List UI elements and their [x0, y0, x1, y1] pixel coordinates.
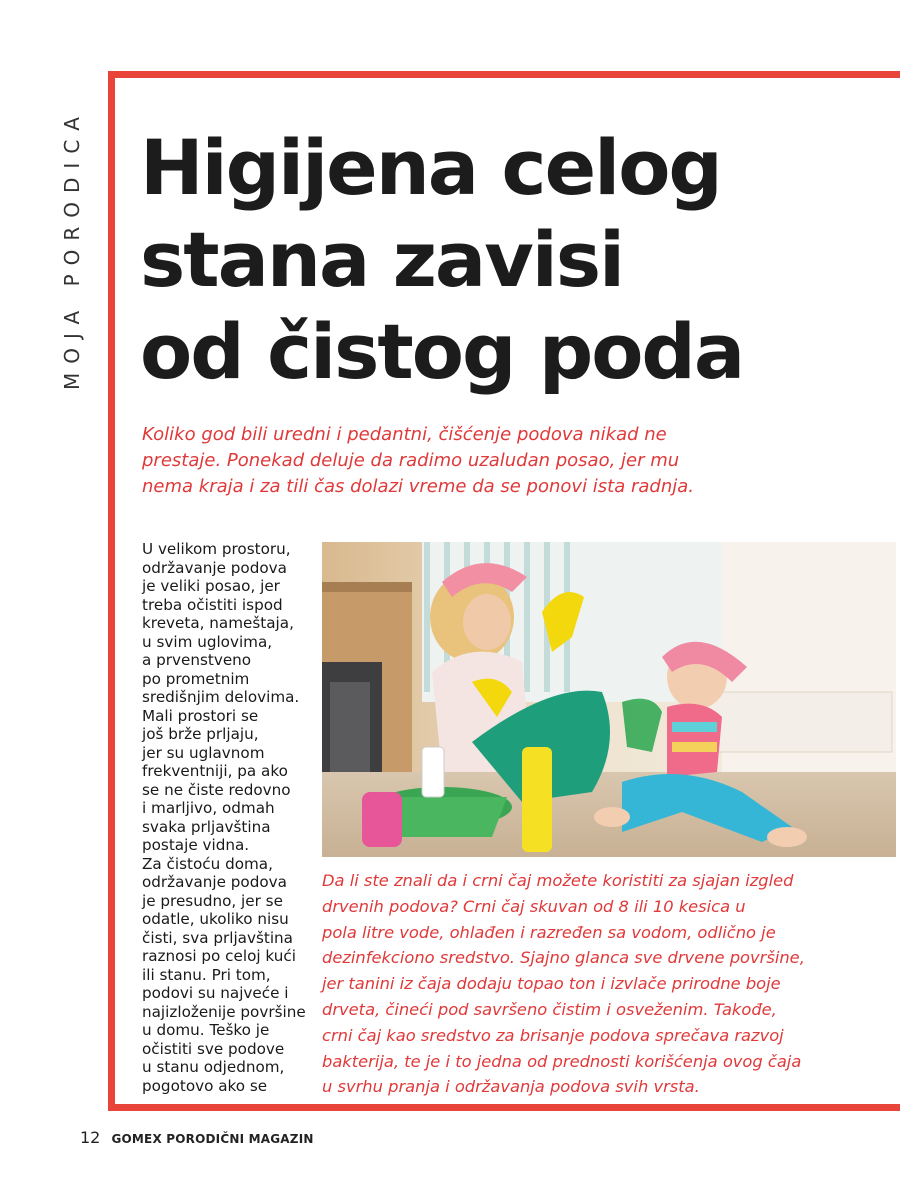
body-line: raznosi po celoj kući [142, 947, 296, 965]
title-line: stana zavisi [140, 215, 624, 304]
body-line: je veliki posao, jer [142, 577, 280, 595]
lead-line: nema kraja i za tili čas dolazi vreme da se ponovi ista radnja. [142, 476, 694, 497]
cleaning-photo-illustration [322, 542, 896, 857]
tip-line: pola litre vode, ohlađen i razređen sa vodom, odlično je [322, 922, 776, 942]
lead-line: prestaje. Ponekad deluje da radimo uzaludan posao, jer mu [142, 450, 680, 471]
frame-bottom-border [108, 1104, 900, 1111]
body-line: održavanje podova [142, 558, 287, 577]
body-line: još brže prljaju, [142, 725, 259, 743]
title-line: od čistog poda [140, 307, 744, 396]
body-line: ili stanu. Pri tom, [142, 965, 271, 984]
tip-line: bakterija, te je i to jedna od prednosti korišćenja ovog čaja [322, 1051, 802, 1071]
body-line: a prvenstveno [142, 651, 252, 669]
frame-left-border [108, 71, 115, 1111]
body-line: u stanu odjednom, [142, 1058, 285, 1076]
section-label: MOJA PORODICA [60, 108, 84, 390]
body-line: kreveta, nameštaja, [142, 614, 294, 632]
body-line: u domu. Teško je [142, 1021, 270, 1039]
frame-top-border [108, 71, 900, 78]
body-line: postaje vidna. [142, 836, 250, 854]
body-line: frekventniji, pa ako [142, 762, 288, 780]
body-line: u svim uglovima, [142, 632, 273, 651]
tip-line: drvenih podova? Crni čaj skuvan od 8 ili 10 kesica u [322, 896, 746, 916]
body-line: i marljivo, odmah [142, 799, 275, 817]
body-line: odatle, ukoliko nisu [142, 910, 289, 928]
tip-paragraph [322, 868, 892, 1100]
body-line: Mali prostori se [142, 706, 259, 725]
body-line: najizloženije površine [142, 1002, 306, 1021]
body-line: po prometnim [142, 669, 250, 688]
title-line: Higijena celog [140, 123, 721, 212]
magazine-name: GOMEX PORODIČNI MAGAZIN [111, 1132, 314, 1146]
body-line: se ne čiste redovno [142, 780, 291, 799]
body-line: očistiti sve podove [142, 1039, 285, 1058]
body-line: Za čistoću doma, [142, 854, 273, 873]
article-photo [322, 542, 896, 857]
tip-line: dezinfekciono sredstvo. Sjajno glanca sve drvene površine, [322, 948, 805, 968]
body-line: podovi su najveće i [142, 984, 289, 1002]
page-number: 12 [80, 1128, 101, 1147]
body-line: svaka prljavština [142, 817, 271, 836]
tip-line: drveta, čineći pod savršeno čistim i osveženim. Takođe, [322, 999, 777, 1019]
body-line: treba očistiti ispod [142, 595, 283, 614]
tip-line: jer tanini iz čaja dodaju topao ton i izvlače prirodne boje [322, 974, 781, 994]
tip-line: crni čaj kao sredstvo za brisanje podova sprečava razvoj [322, 1025, 784, 1045]
lead-line: Koliko god bili uredni i pedantni, čišćenje podova nikad ne [142, 424, 667, 445]
body-line: središnjim delovima. [142, 688, 300, 706]
tip-line: u svrhu pranja i održavanja podova svih vrsta. [322, 1077, 700, 1097]
body-line: je presudno, jer se [142, 891, 283, 910]
body-text-column [142, 540, 317, 1095]
page-footer [80, 1128, 314, 1147]
body-line: U velikom prostoru, [142, 540, 291, 558]
body-line: čisti, sva prljavština [142, 928, 293, 947]
body-line: jer su uglavnom [142, 743, 265, 762]
article-title [140, 122, 880, 398]
body-line: pogotovo ako se [142, 1076, 268, 1095]
tip-line: Da li ste znali da i crni čaj možete koristiti za sjajan izgled [322, 871, 794, 890]
lead-paragraph [142, 422, 842, 500]
body-line: održavanje podova [142, 873, 287, 891]
